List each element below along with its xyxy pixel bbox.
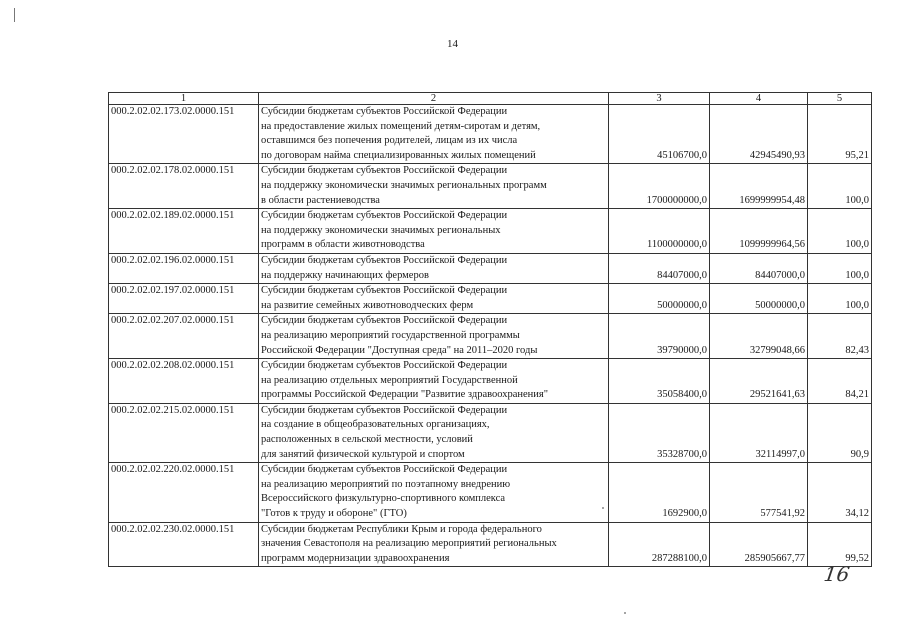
description-line: на реализацию мероприятий по поэтапному внедрению [261, 478, 511, 490]
column-header: 2 [259, 93, 609, 105]
description-line: программы Российской Федерации "Развитие здравоохранения" [261, 389, 549, 401]
column-header: 4 [710, 93, 808, 105]
description-line: в области растениеводства [261, 194, 380, 206]
margin-mark [14, 8, 15, 22]
description-cell [259, 314, 609, 359]
executed-amount: 1699999954,48 [710, 164, 808, 209]
description-line: "Готов к труду и обороне" (ГТО) [261, 508, 407, 520]
table-row [109, 284, 872, 314]
description-line: Субсидии бюджетам субъектов Российской Федерации [261, 210, 508, 222]
budget-code: 000.2.02.02.230.02.0000.151 [109, 522, 259, 567]
planned-amount: 35328700,0 [609, 403, 710, 462]
description-line: на поддержку экономически значимых региональных программ [261, 179, 547, 191]
execution-percent: 90,9 [808, 403, 872, 462]
executed-amount: 50000000,0 [710, 284, 808, 314]
table-row [109, 359, 872, 404]
description-line: Субсидии бюджетам субъектов Российской Федерации [261, 165, 508, 177]
planned-amount: 1100000000,0 [609, 209, 710, 254]
planned-amount: 1700000000,0 [609, 164, 710, 209]
planned-amount: 39790000,0 [609, 314, 710, 359]
header-row [109, 93, 872, 105]
description-cell [259, 164, 609, 209]
column-header: 5 [808, 93, 872, 105]
description-line: программ в области животноводства [261, 239, 425, 251]
planned-amount: 50000000,0 [609, 284, 710, 314]
description-line: расположенных в сельской местности, условий [261, 434, 473, 446]
execution-percent: 100,0 [808, 284, 872, 314]
table-row [109, 314, 872, 359]
table-row [109, 164, 872, 209]
executed-amount: 32114997,0 [710, 403, 808, 462]
description-line: Всероссийского физкультурно-спортивного комплекса [261, 493, 506, 505]
table-row [109, 253, 872, 283]
description-line: на поддержку экономически значимых региональных [261, 224, 501, 236]
table-row [109, 522, 872, 567]
executed-amount: 285905667,77 [710, 522, 808, 567]
budget-code: 000.2.02.02.196.02.0000.151 [109, 253, 259, 283]
description-line: Субсидии бюджетам субъектов Российской Федерации [261, 315, 508, 327]
description-line: Субсидии бюджетам Республики Крым и города федерального [261, 523, 542, 535]
description-line: Субсидии бюджетам субъектов Российской Федерации [261, 106, 508, 117]
description-line: оставшимся без попечения родителей, лицам из их числа [261, 135, 518, 147]
description-line: по договорам найма специализированных жилых помещений [261, 149, 536, 161]
description-line: для занятий физической культурой и спортом [261, 448, 465, 460]
description-cell [259, 359, 609, 404]
description-line: Субсидии бюджетам субъектов Российской Федерации [261, 285, 508, 297]
table-row [109, 403, 872, 462]
budget-code: 000.2.02.02.189.02.0000.151 [109, 209, 259, 254]
description-line: Субсидии бюджетам субъектов Российской Федерации [261, 404, 508, 416]
handwritten-page-number: 16 [822, 562, 852, 586]
execution-percent: 84,21 [808, 359, 872, 404]
column-header: 1 [109, 93, 259, 105]
description-line: на создание в общеобразовательных организациях, [261, 419, 490, 431]
execution-percent: 82,43 [808, 314, 872, 359]
planned-amount: 35058400,0 [609, 359, 710, 404]
planned-amount: 287288100,0 [609, 522, 710, 567]
budget-code: 000.2.02.02.178.02.0000.151 [109, 164, 259, 209]
description-cell [259, 253, 609, 283]
description-line: программ модернизации здравоохранения [261, 552, 450, 564]
description-line: на реализацию отдельных мероприятий Государственной [261, 374, 518, 386]
description-line: на развитие семейных животноводческих ферм [261, 299, 474, 311]
column-header: 3 [609, 93, 710, 105]
table-row [109, 463, 872, 522]
table-row [109, 105, 872, 164]
description-cell [259, 105, 609, 164]
budget-table [108, 92, 872, 567]
budget-code: 000.2.02.02.215.02.0000.151 [109, 403, 259, 462]
executed-amount: 42945490,93 [710, 105, 808, 164]
scan-speck [624, 612, 626, 614]
scan-speck [602, 507, 604, 509]
execution-percent: 95,21 [808, 105, 872, 164]
execution-percent: 100,0 [808, 253, 872, 283]
page-number: 14 [447, 38, 458, 50]
budget-code: 000.2.02.02.208.02.0000.151 [109, 359, 259, 404]
table-row [109, 209, 872, 254]
description-cell [259, 522, 609, 567]
budget-code: 000.2.02.02.207.02.0000.151 [109, 314, 259, 359]
executed-amount: 577541,92 [710, 463, 808, 522]
execution-percent: 100,0 [808, 209, 872, 254]
description-line: на предоставление жилых помещений детям-сиротам и детям, [261, 120, 541, 132]
table-body [109, 105, 872, 567]
execution-percent: 99,52 [808, 522, 872, 567]
description-line: на поддержку начинающих фермеров [261, 269, 429, 281]
executed-amount: 29521641,63 [710, 359, 808, 404]
description-line: Российской Федерации "Доступная среда" на 2011–2020 годы [261, 344, 538, 356]
description-line: Субсидии бюджетам субъектов Российской Федерации [261, 360, 508, 372]
executed-amount: 1099999964,56 [710, 209, 808, 254]
budget-code: 000.2.02.02.220.02.0000.151 [109, 463, 259, 522]
planned-amount: 45106700,0 [609, 105, 710, 164]
description-line: Субсидии бюджетам субъектов Российской Федерации [261, 254, 508, 266]
description-cell [259, 209, 609, 254]
description-line: значения Севастополя на реализацию мероприятий региональных [261, 538, 557, 550]
execution-percent: 34,12 [808, 463, 872, 522]
description-line: на реализацию мероприятий государственной программы [261, 329, 520, 341]
executed-amount: 32799048,66 [710, 314, 808, 359]
budget-code: 000.2.02.02.197.02.0000.151 [109, 284, 259, 314]
description-cell [259, 463, 609, 522]
executed-amount: 84407000,0 [710, 253, 808, 283]
execution-percent: 100,0 [808, 164, 872, 209]
budget-code: 000.2.02.02.173.02.0000.151 [109, 105, 259, 164]
description-cell [259, 284, 609, 314]
description-line: Субсидии бюджетам субъектов Российской Федерации [261, 464, 508, 476]
planned-amount: 1692900,0 [609, 463, 710, 522]
planned-amount: 84407000,0 [609, 253, 710, 283]
description-cell [259, 403, 609, 462]
